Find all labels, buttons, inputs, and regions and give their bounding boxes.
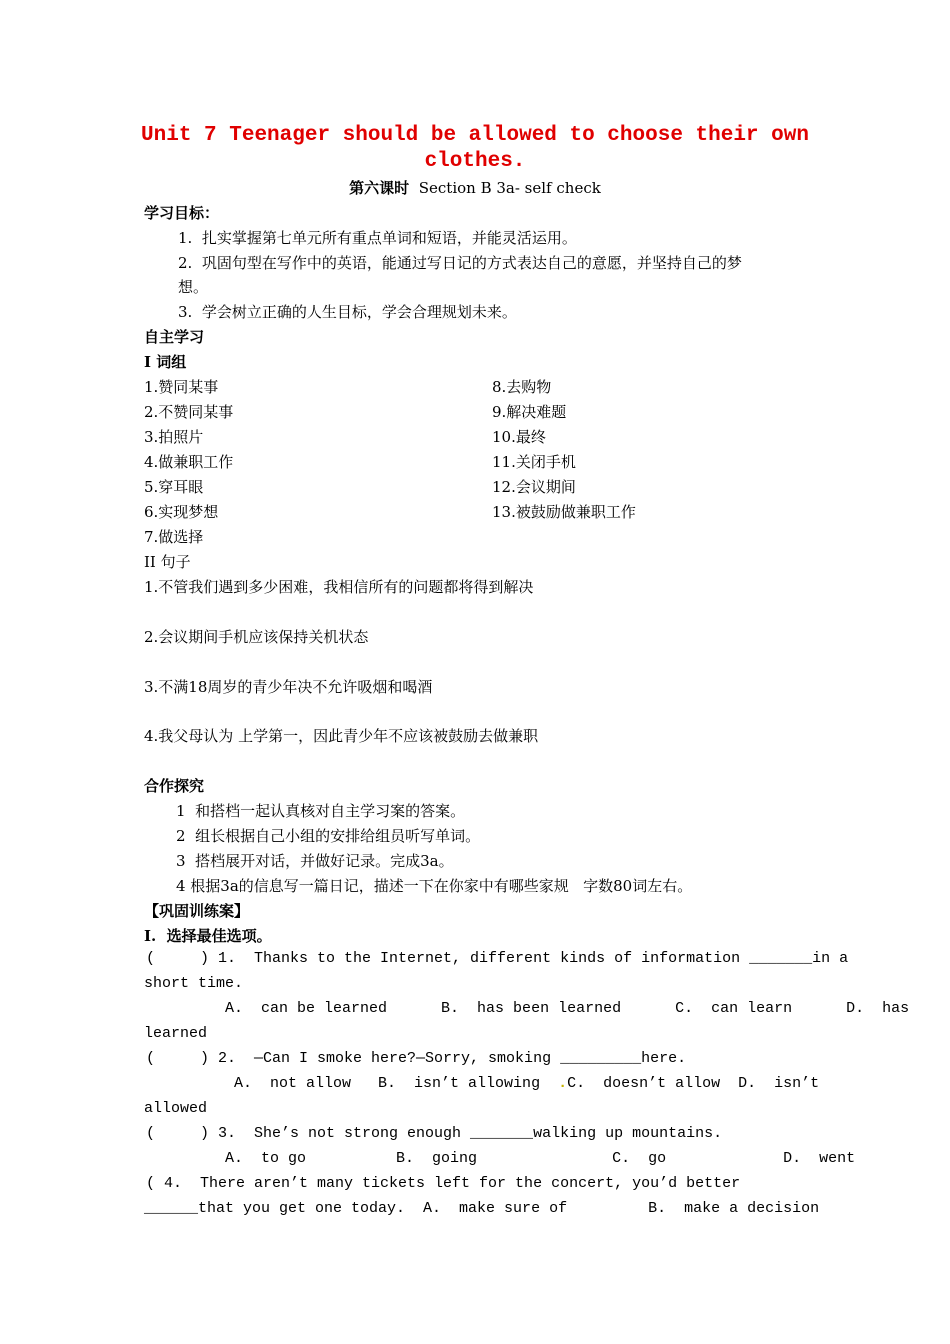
phrase-item: 4.做兼职工作 xyxy=(144,453,234,471)
options-part-a: A. not allow B. isn’t allowing xyxy=(144,1075,559,1092)
question-options: A. to go B. going C. go D. went xyxy=(144,1150,856,1167)
cooperation-item: 2 组长根据自己小组的安排给组员听写单词。 xyxy=(176,827,481,845)
self-study-heading: 自主学习 xyxy=(144,328,205,346)
phrase-item: 11.关闭手机 xyxy=(492,453,576,471)
practice-section-heading: I. 选择最佳选项。 xyxy=(144,927,272,945)
cooperation-heading: 合作探究 xyxy=(144,777,205,795)
document-title-line-2: clothes. xyxy=(424,150,526,173)
question-options xyxy=(144,1075,819,1092)
cooperation-item: 4 根据3a的信息写一篇日记，描述一下在你家中有哪些家规 字数80词左右。 xyxy=(176,877,693,895)
question-line: short time. xyxy=(144,975,244,992)
phrases-heading: I 词组 xyxy=(144,353,187,371)
question-line: ( ) 2. —Can I smoke here?—Sorry, smoking _________here. xyxy=(146,1050,687,1067)
goals-heading: 学习目标： xyxy=(144,204,220,222)
dot-marker-icon: . xyxy=(558,1075,568,1092)
phrase-item: 5.穿耳眼 xyxy=(144,478,204,496)
cooperation-item: 1 和搭档一起认真核对自主学习案的答案。 xyxy=(176,802,466,820)
goal-item: 3. 学会树立正确的人生目标，学会合理规划未来。 xyxy=(178,303,517,321)
lesson-number: 第六课时 xyxy=(349,179,410,197)
question-line: ______that you get one today. A. make sure of B. make a decision xyxy=(144,1200,820,1217)
sentence-item: 2.会议期间手机应该保持关机状态 xyxy=(144,628,369,646)
cooperation-item: 3 搭档展开对话，并做好记录。完成3a。 xyxy=(176,852,454,870)
question-line: ( ) 3. She’s not strong enough _______walking up mountains. xyxy=(146,1125,723,1142)
phrase-item: 9.解决难题 xyxy=(492,403,567,421)
phrase-item: 8.去购物 xyxy=(492,378,552,396)
document-title-line-1: Unit 7 Teenager should be allowed to choose their own xyxy=(141,124,809,147)
question-line: ( 4. There aren’t many tickets left for the concert, you’d better xyxy=(146,1175,741,1192)
phrase-item: 12.会议期间 xyxy=(492,478,576,496)
phrase-item: 13.被鼓励做兼职工作 xyxy=(492,503,636,521)
question-options: A. can be learned B. has been learned C. can learn D. has xyxy=(144,1000,910,1017)
phrase-item: 3.拍照片 xyxy=(144,428,204,446)
question-line: learned xyxy=(144,1025,208,1042)
sentence-item: 3.不满18周岁的青少年决不允许吸烟和喝酒 xyxy=(144,678,433,696)
section-range: Section B 3a- self check xyxy=(418,179,601,197)
lesson-subtitle xyxy=(0,177,950,198)
phrase-item: 6.实现梦想 xyxy=(144,503,219,521)
phrase-item: 10.最终 xyxy=(492,428,546,446)
practice-heading: 【巩固训练案】 xyxy=(144,902,250,920)
phrase-item: 2.不赞同某事 xyxy=(144,403,234,421)
phrase-item: 1.赞同某事 xyxy=(144,378,219,396)
goal-item-continued: 想。 xyxy=(178,278,209,296)
options-part-b: C. doesn’t allow D. isn’t xyxy=(567,1075,820,1092)
goal-item: 2. 巩固句型在写作中的英语，能通过写日记的方式表达自己的意愿，并坚持自己的梦 xyxy=(178,254,742,272)
phrase-item: 7.做选择 xyxy=(144,528,204,546)
question-line: allowed xyxy=(144,1100,208,1117)
question-line: ( ) 1. Thanks to the Internet, different kinds of information _______in a xyxy=(146,950,849,967)
sentences-heading: II 句子 xyxy=(144,553,191,571)
sentence-item: 4.我父母认为 上学第一，因此青少年不应该被鼓励去做兼职 xyxy=(144,727,539,745)
goal-item: 1. 扎实掌握第七单元所有重点单词和短语，并能灵活运用。 xyxy=(178,229,577,247)
sentence-item: 1.不管我们遇到多少困难，我相信所有的问题都将得到解决 xyxy=(144,578,534,596)
